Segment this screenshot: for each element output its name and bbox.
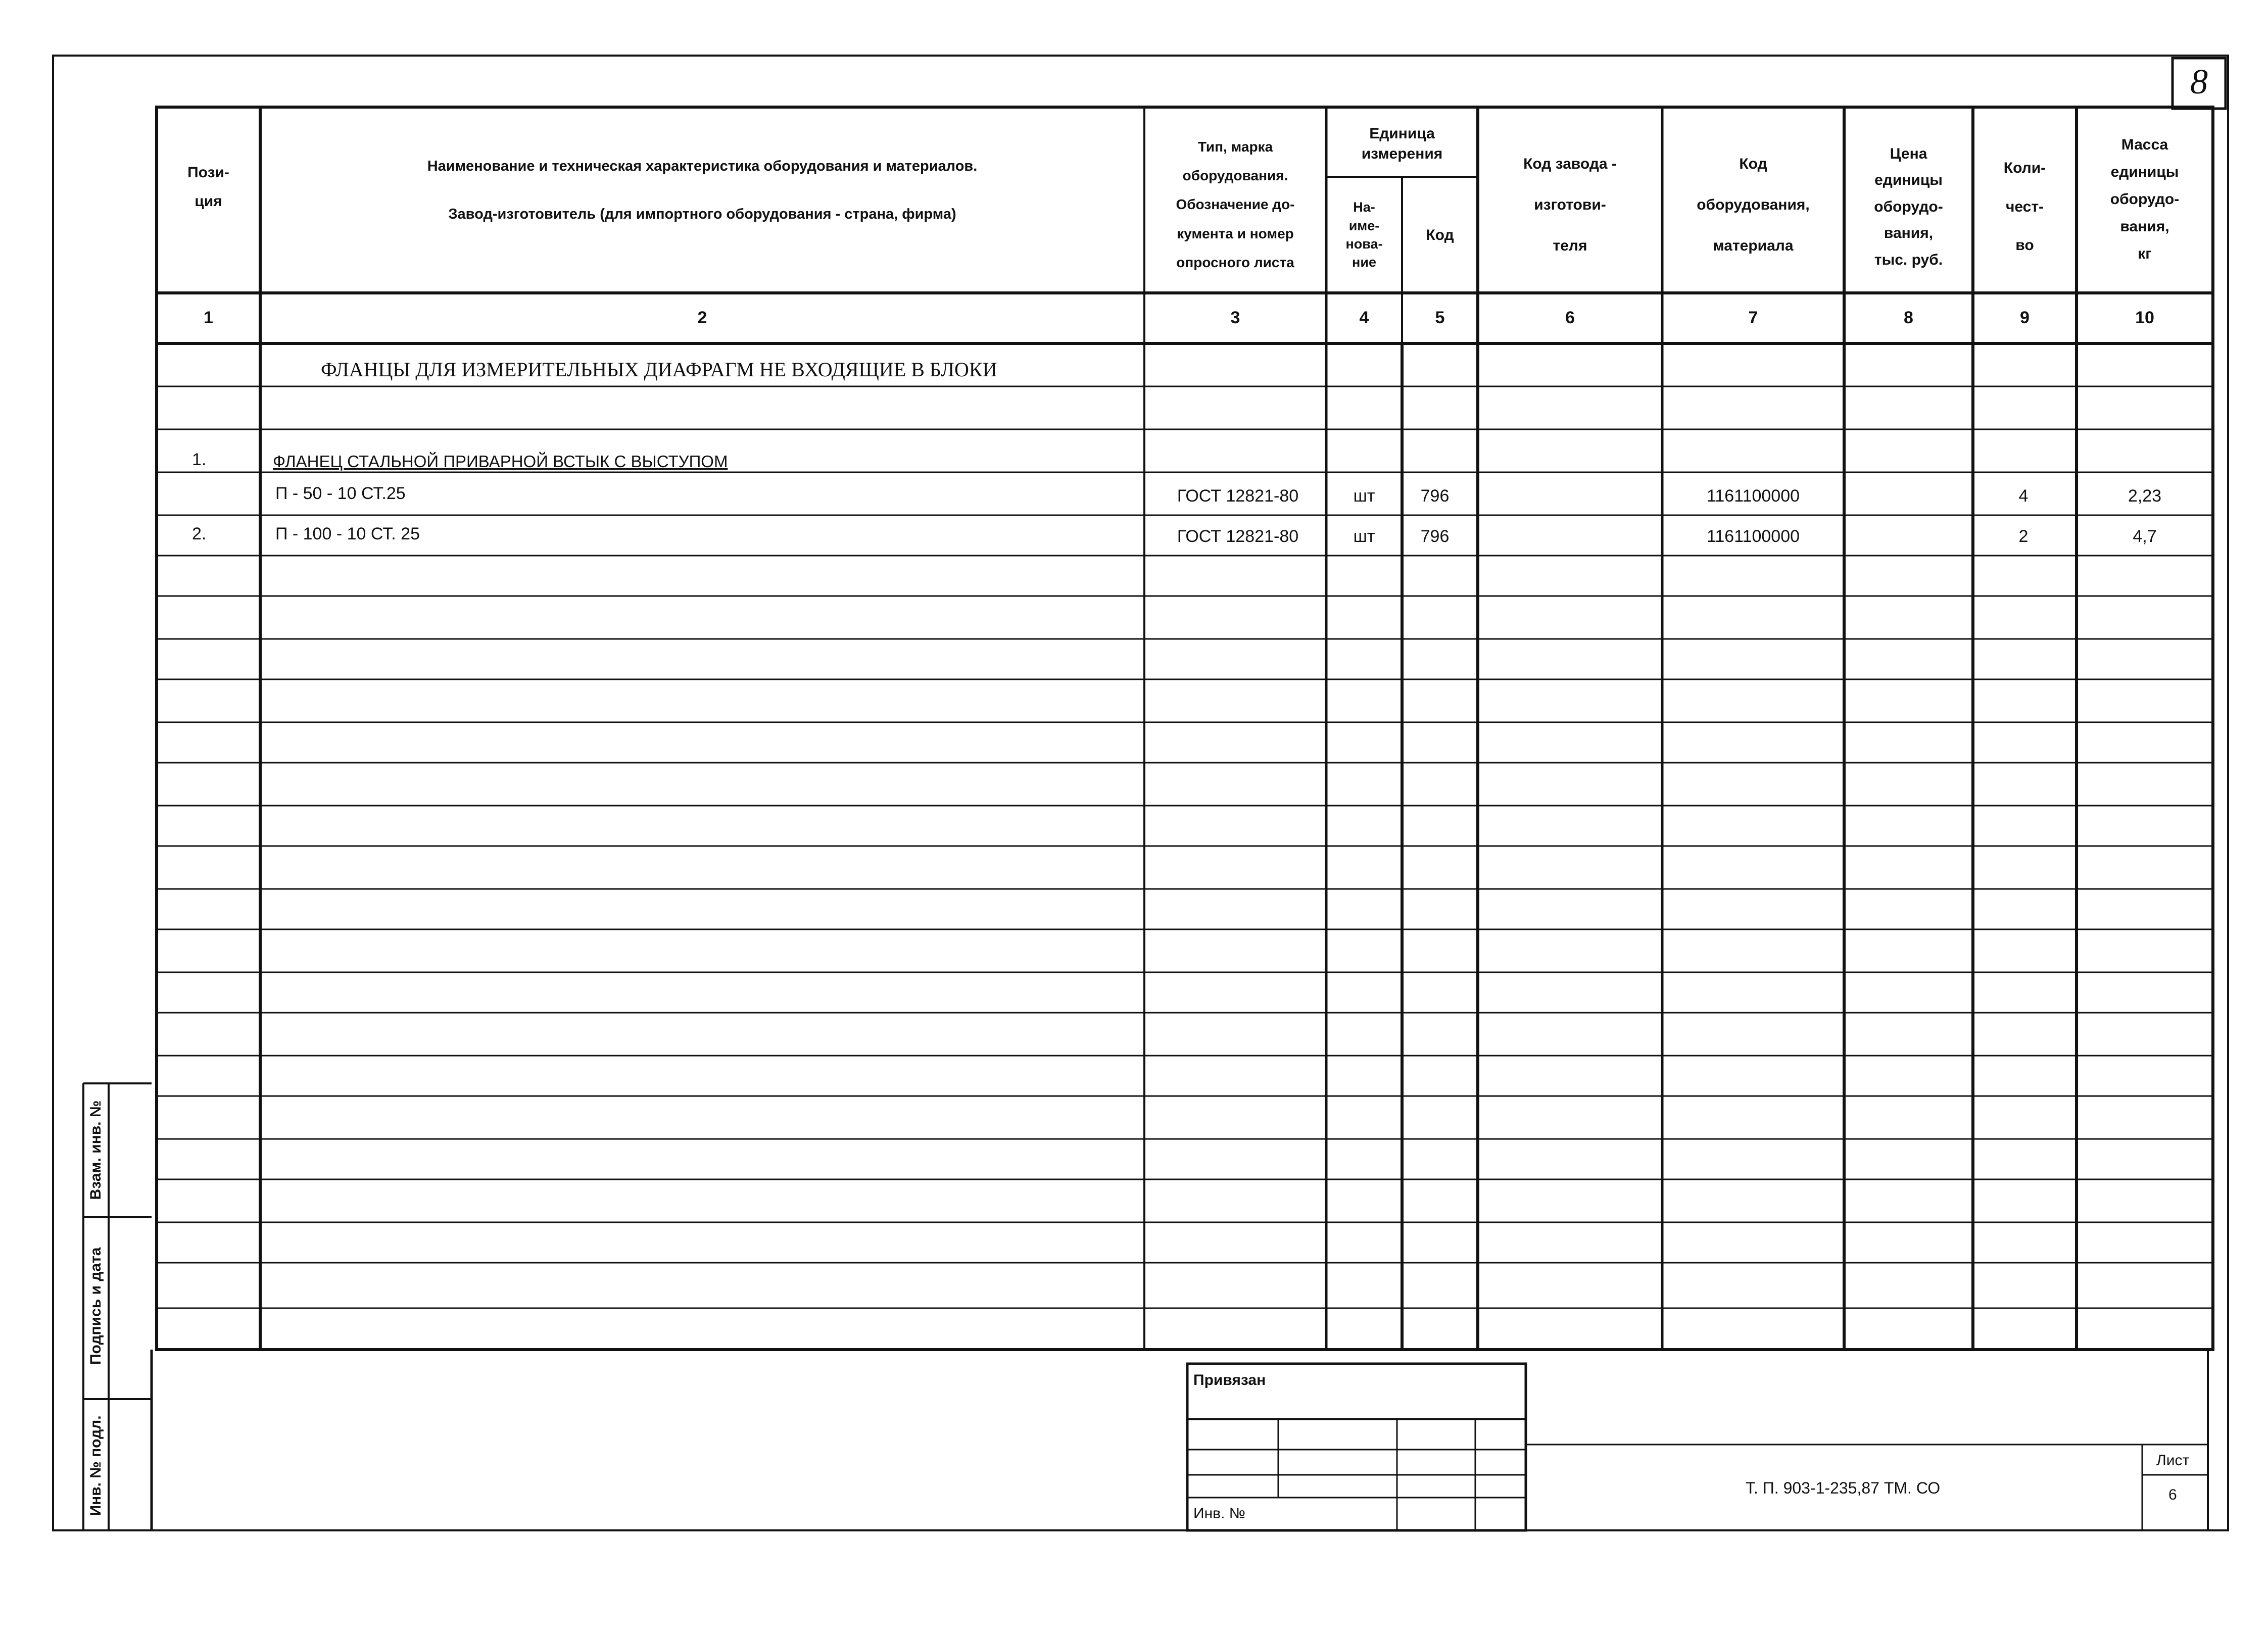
row2-document: ГОСТ 12821-80	[1177, 486, 1299, 506]
column-number-2: 2	[697, 308, 707, 327]
header-name-line1: Наименование и техническая характеристика оборудования и материалов.	[427, 158, 978, 175]
row-lines	[157, 386, 2213, 1308]
row3-document: ГОСТ 12821-80	[1177, 527, 1299, 546]
row2-quantity: 4	[2018, 486, 2029, 506]
document-code: Т. П. 903-1-235,87 ТМ. СО	[1746, 1479, 1941, 1497]
column-number-4: 4	[1359, 308, 1369, 327]
header-equipment-code: Код оборудования, материала	[1697, 155, 1810, 254]
header-name-line2: Завод-изготовитель (для импортного оборудования - страна, фирма)	[448, 206, 956, 223]
side-label-vzam-inv: Взам. инв. №	[87, 1100, 104, 1200]
header-position: Пози- ция	[187, 164, 229, 210]
row2-name: П - 50 - 10 СТ.25	[275, 484, 406, 503]
header-type-doc: Тип, марка оборудования. Обозначение до- кумента и номер опросного листа	[1176, 138, 1295, 271]
column-number-10: 10	[2135, 308, 2154, 327]
section-title: ФЛАНЦЫ ДЛЯ ИЗМЕРИТЕЛЬНЫХ ДИАФРАГМ НЕ ВХОДЯЩИЕ В БЛОКИ	[321, 358, 997, 381]
row2-mass: 2,23	[2128, 486, 2162, 506]
row3-mass: 4,7	[2133, 527, 2157, 546]
side-label-inv-podl: Инв. № подл.	[87, 1415, 104, 1516]
column-number-5: 5	[1435, 308, 1445, 327]
row3-unit-code: 796	[1420, 527, 1450, 546]
header-unit-mass: Масса единицы оборудо- вания, кг	[2110, 136, 2180, 262]
row1-position: 1.	[192, 450, 207, 469]
header-unit-price: Цена единицы оборудо- вания, тыс. руб.	[1874, 145, 1943, 268]
side-label-podpis-data: Подпись и дата	[87, 1247, 104, 1365]
header-unit-name: На- име- нова- ние	[1345, 200, 1383, 270]
corner-mark: 8	[2190, 63, 2208, 102]
header-unit-code: Код	[1426, 226, 1454, 243]
column-number-1: 1	[204, 308, 213, 327]
row2-unit-code: 796	[1420, 486, 1450, 506]
sheet-label: Лист	[2156, 1452, 2190, 1469]
row3-quantity: 2	[2018, 527, 2029, 546]
row3-position: 2.	[192, 524, 207, 543]
row1-name: ФЛАНЕЦ СТАЛЬНОЙ ПРИВАРНОЙ ВСТЫК С ВЫСТУПОМ	[273, 452, 728, 471]
header-quantity: Коли- чест- во	[2003, 160, 2046, 254]
row3-name: П - 100 - 10 СТ. 25	[275, 524, 420, 543]
column-number-8: 8	[1904, 308, 1913, 327]
column-number-6: 6	[1565, 308, 1575, 327]
sheet-number: 6	[2168, 1486, 2177, 1503]
row3-unit: шт	[1353, 527, 1375, 546]
privyazan-label: Привязан	[1193, 1372, 1266, 1388]
column-number-9: 9	[2020, 308, 2030, 327]
inv-number-label: Инв. №	[1193, 1505, 1245, 1522]
header-unit-group: Единица измерения	[1361, 125, 1443, 162]
row3-equipment-code: 1161100000	[1706, 527, 1800, 546]
row2-unit: шт	[1353, 486, 1375, 506]
header-factory-code: Код завода - изготови- теля	[1523, 155, 1617, 254]
row2-equipment-code: 1161100000	[1706, 486, 1800, 506]
column-number-7: 7	[1748, 308, 1758, 327]
column-number-3: 3	[1230, 308, 1240, 327]
